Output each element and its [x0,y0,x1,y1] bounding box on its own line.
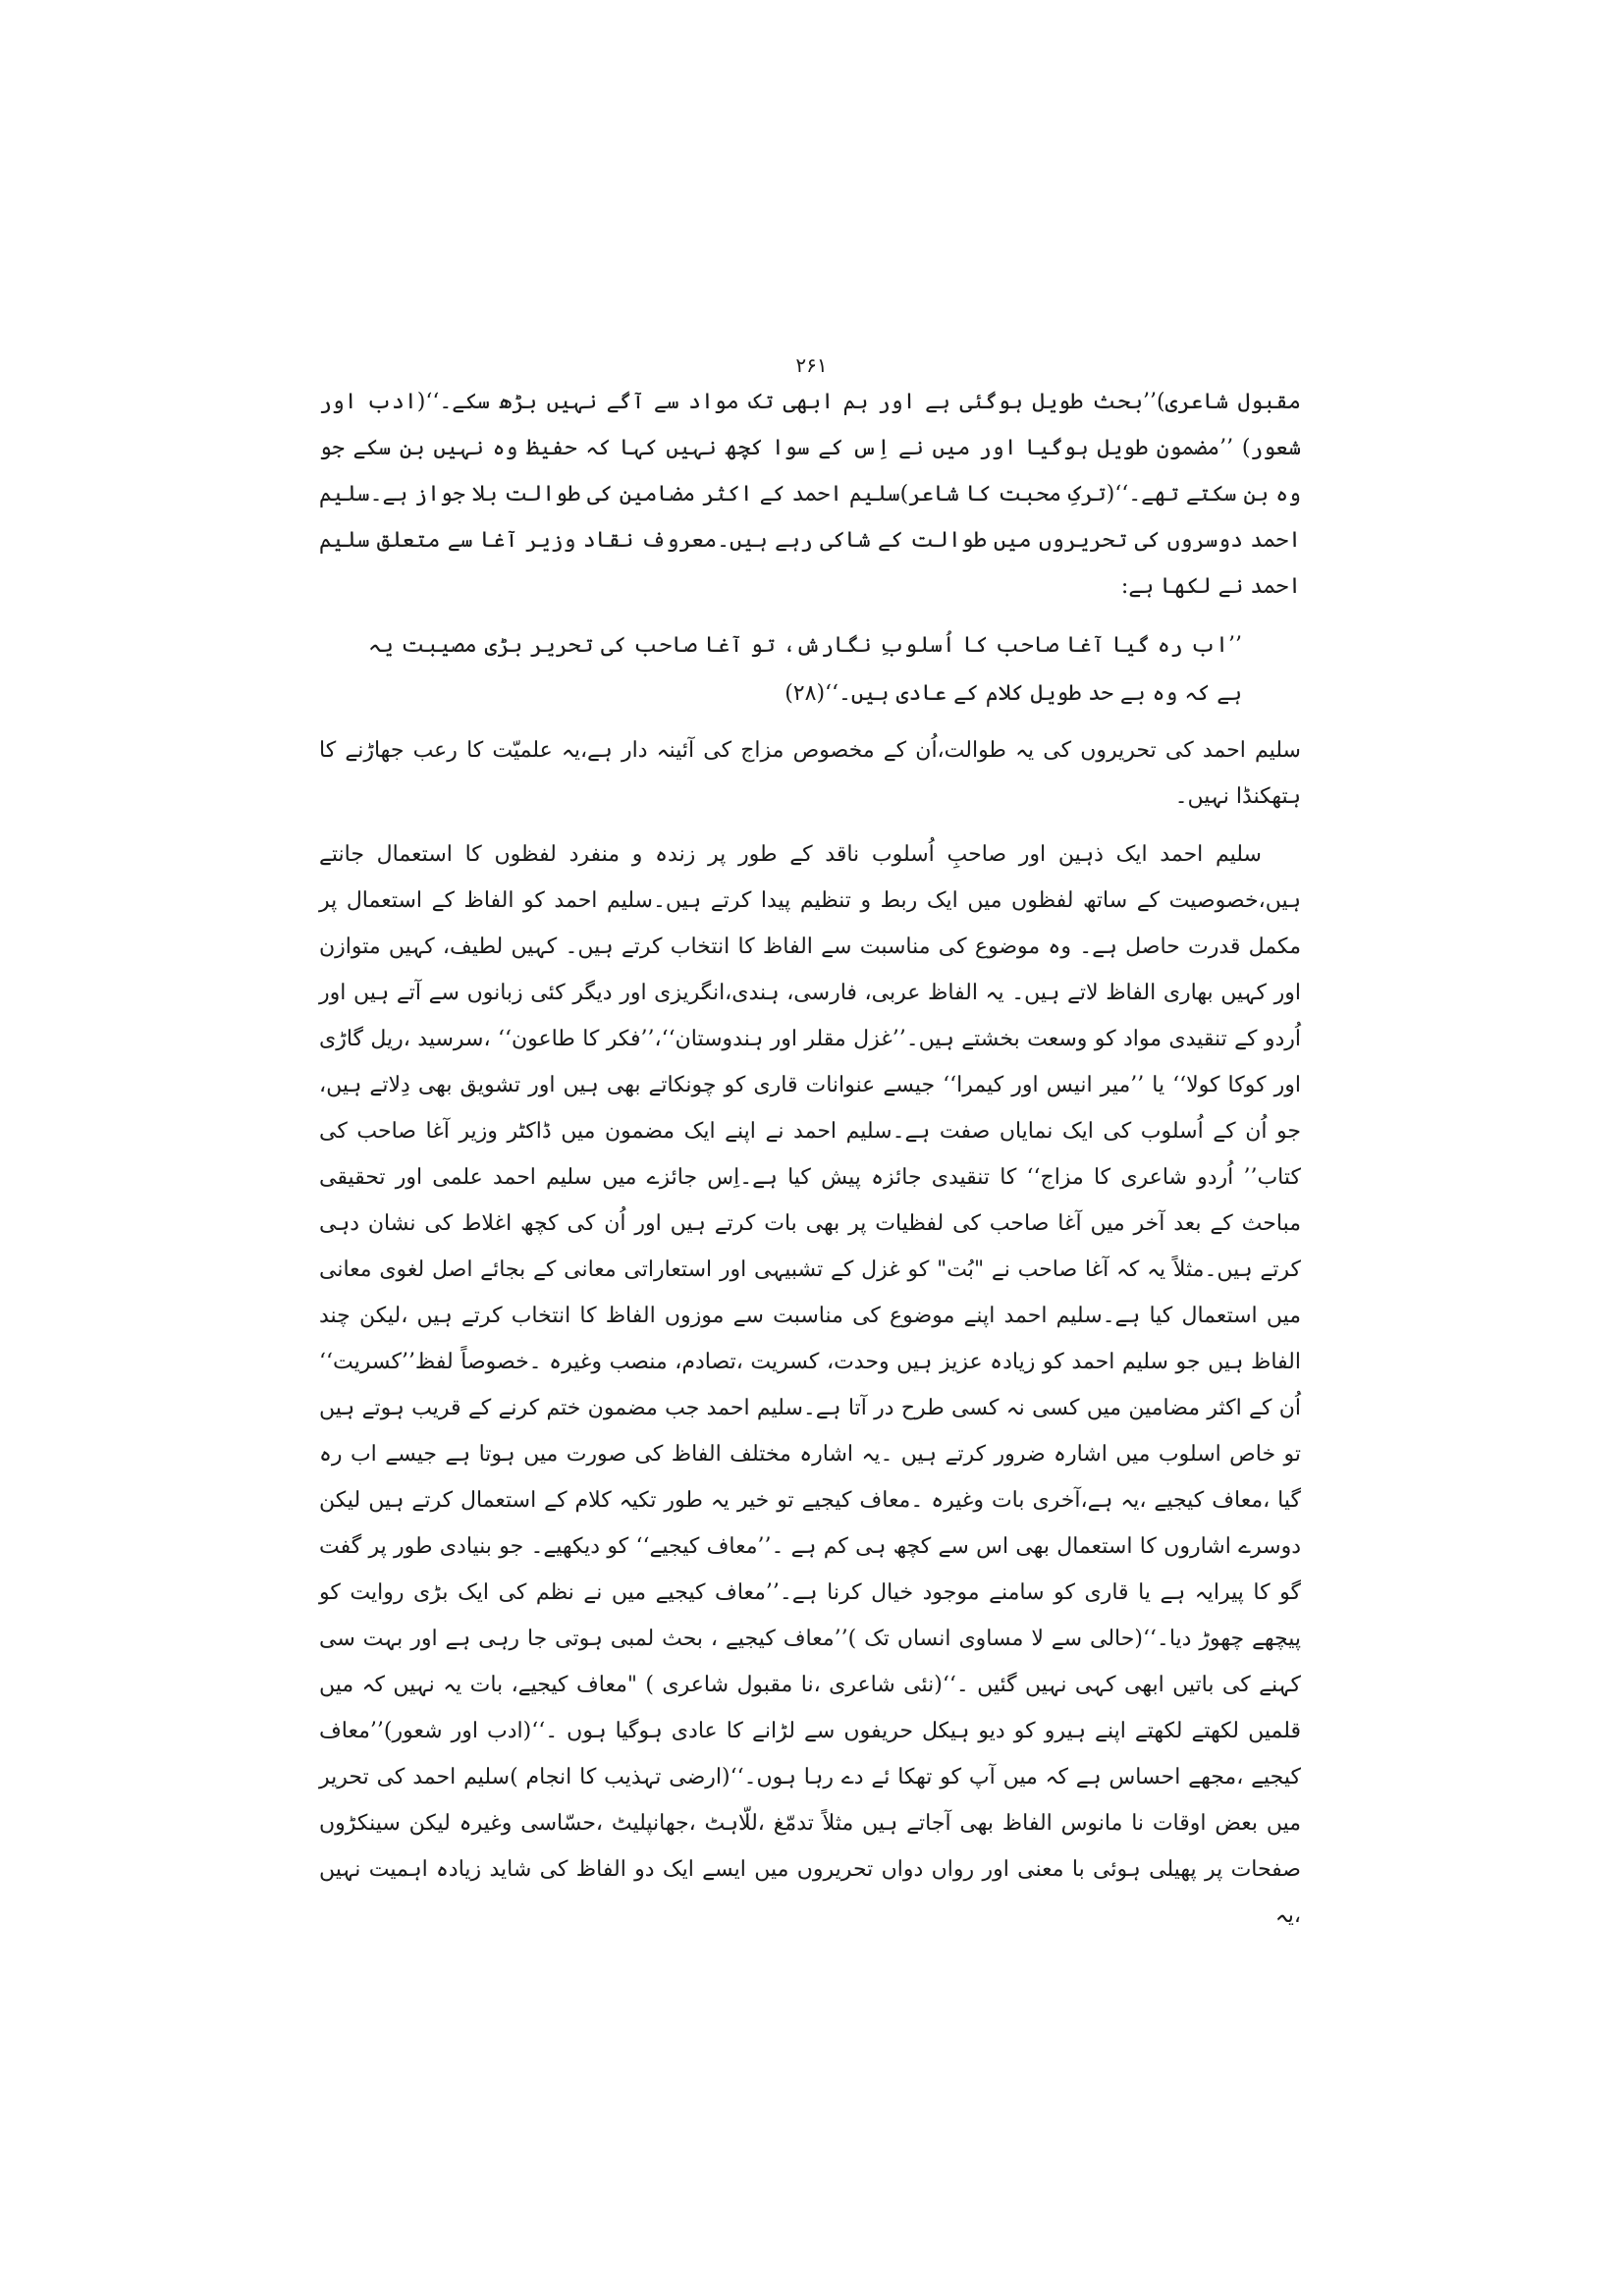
body-text [319,379,1301,1939]
paragraph-1: مقبول شاعری)’’بحث طویل ہوگئی ہے اور ہم ابھی تک مواد سے آگے نہیں بڑھ سکے۔‘‘(ادب اور شعور) ’’مضمون طویل ہوگیا اور میں نے اِس کے سوا کچھ نہیں کہا کہ حفیظ وہ نہیں بن سکے جو وہ بن سکتے تھے۔‘‘(ترکِ محبت کا شاعر)سلیم احمد کے اکثر مضامین کی طوالت بلا جواز ہے۔سلیم احمد دوسروں کی تحریروں میں طوالت کے شاکی رہے ہیں۔معروف نقاد وزیر آغا سے متعلق سلیم احمد نے لکھا ہے: [319,390,1301,599]
paragraph-3: سلیم احمد ایک ذہین اور صاحبِ اُسلوب ناقد کے طور پر زندہ و منفرد لفظوں کا استعمال جانتے ہیں،خصوصیت کے ساتھ لفظوں میں ایک ربط و تنظیم پیدا کرتے ہیں۔سلیم احمد کو الفاظ کے استعمال پر مکمل قدرت حاصل ہے۔ وہ موضوع کی مناسبت سے الفاظ کا انتخاب کرتے ہیں۔ کہیں لطیف، کہیں متوازن اور کہیں بھاری الفاظ لاتے ہیں۔ یہ الفاظ عربی، فارسی، ہندی،انگریزی اور دیگر کئی زبانوں سے آتے ہیں اور اُردو کے تنقیدی مواد کو وسعت بخشتے ہیں۔’’غزل مقلر اور ہندوستان‘‘،’’فکر کا طاعون‘‘ ،سرسید ،ریل گاڑی اور کوکا کولا‘‘ یا ’’میر انیس اور کیمرا‘‘ جیسے عنوانات قاری کو چونکاتے بھی ہیں اور تشویق بھی دِلاتے ہیں، جو اُن کے اُسلوب کی ایک نمایاں صفت ہے۔سلیم احمد نے اپنے ایک مضمون میں ڈاکٹر وزیر آغا صاحب کی کتاب’’ اُردو شاعری کا مزاج‘‘ کا تنقیدی جائزہ پیش کیا ہے۔اِس جائزے میں سلیم احمد علمی اور تحقیقی مباحث کے بعد آخر میں آغا صاحب کی لفظیات پر بھی بات کرتے ہیں اور اُن کی کچھ اغلاط کی نشان دہی کرتے ہیں۔مثلاً یہ کہ آغا صاحب نے "بُت" کو غزل کے تشبیہی اور استعاراتی معانی کے بجائے اصل لغوی معانی میں استعمال کیا ہے۔سلیم احمد اپنے موضوع کی مناسبت سے موزوں الفاظ کا انتخاب کرتے ہیں ،لیکن چند الفاظ ہیں جو سلیم احمد کو زیادہ عزیز ہیں وحدت، کسریت ،تصادم، منصب وغیرہ ۔خصوصاً لفظ’’کسریت‘‘ اُن کے اکثر مضامین میں کسی نہ کسی طرح در آتا ہے۔سلیم احمد جب مضمون ختم کرنے کے قریب ہوتے ہیں تو خاص اسلوب میں اشارہ ضرور کرتے ہیں ۔یہ اشارہ مختلف الفاظ کی صورت میں ہوتا ہے جیسے اب رہ گیا ،معاف کیجیے ،یہ ہے،آخری بات وغیرہ ۔معاف کیجیے تو خیر یہ طور تکیہ کلام کے استعمال کرتے ہیں لیکن دوسرے اشاروں کا استعمال بھی اس سے کچھ ہی کم ہے ۔’’معاف کیجیے‘‘ کو دیکھیے۔ جو بنیادی طور پر گفت گو کا پیرایہ ہے یا قاری کو سامنے موجود خیال کرنا ہے۔’’معاف کیجیے میں نے نظم کی ایک بڑی روایت کو پیچھے چھوڑ دیا۔‘‘(حالی سے لا مساوی انساں تک )’’معاف کیجیے ، بحث لمبی ہوتی جا رہی ہے اور بہت سی کہنے کی باتیں ابھی کہی نہیں گئیں ۔‘‘(نئی شاعری ،نا مقبول شاعری ) "معاف کیجیے، بات یہ نہیں کہ میں قلمیں لکھتے لکھتے اپنے ہیرو کو دیو ہیکل حریفوں سے لڑانے کا عادی ہوگیا ہوں ۔‘‘(ادب اور شعور)’’معاف کیجیے ،مجھے احساس ہے کہ میں آپ کو تھکا ئے دے رہا ہوں۔‘‘(ارضی تہذیب کا انجام )سلیم احمد کی تحریر میں بعض اوقات نا مانوس الفاظ بھی آجاتے ہیں مثلاً تدمّغ ،للّاہٹ ،جھانپلیٹ ،حسّاسی وغیرہ لیکن سینکڑوں صفحات پر پھیلی ہوئی با معنی اور رواں دواں تحریروں میں ایسے ایک دو الفاظ کی شاید زیادہ اہمیت نہیں ،یہ [319,842,1301,1928]
paragraph-2: سلیم احمد کی تحریروں کی یہ طوالت،اُن کے مخصوص مزاج کی آئینہ دار ہے،یہ علمیّت کا رعب جھاڑنے کا ہتھکنڈا نہیں۔ [319,738,1301,809]
page-number: ۲۶۱ [795,353,828,377]
block-quote: ’’اب رہ گیا آغا صاحب کا اُسلوبِ نگارش، تو آغا صاحب کی تحریر بڑی مصیبت یہ ہے کہ وہ بے حد طویل کلام کے عادی ہیں۔‘‘(۲۸) [368,633,1242,706]
